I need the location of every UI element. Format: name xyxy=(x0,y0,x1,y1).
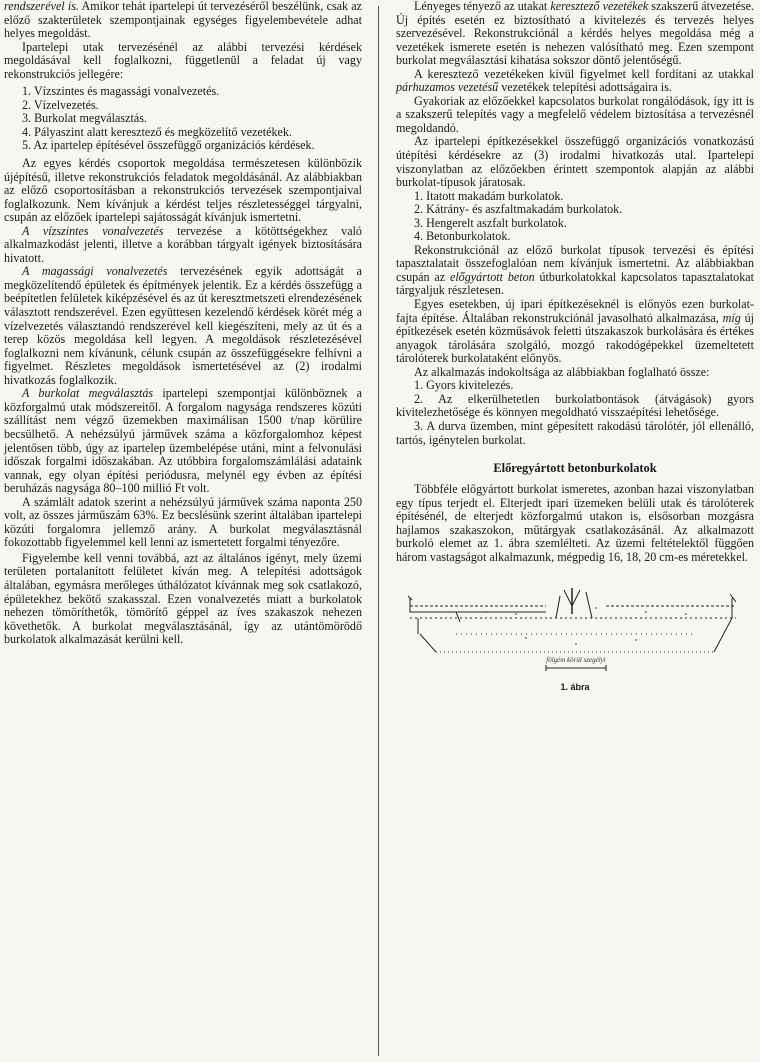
italic-text: keresztező vezetékek xyxy=(550,0,649,13)
paragraph xyxy=(396,0,754,68)
list-item: 2. Kátrány- és aszfaltmakadám burkolatok. xyxy=(414,202,623,217)
italic-text: rendszerével is. xyxy=(4,0,79,13)
list-pavement-types xyxy=(396,190,754,244)
figure-1 xyxy=(396,578,754,696)
text: Lényeges tényező az utakat xyxy=(414,0,551,13)
right-column xyxy=(396,0,754,696)
text: vezetékek telepítési adottságaira is. xyxy=(498,80,672,95)
figure-caption: 1. ábra xyxy=(560,682,590,693)
italic-text: előgyártott beton xyxy=(449,269,535,284)
paragraph xyxy=(396,244,754,298)
list-item: 3. Hengerelt aszfalt burkolatok. xyxy=(414,215,567,230)
figure-bottom-label: fölgém körül szegélyi xyxy=(546,656,606,665)
paragraph xyxy=(4,387,362,495)
list-item: 3. Burkolat megválasztás. xyxy=(22,111,147,126)
list-justification xyxy=(396,379,754,447)
left-column xyxy=(4,0,362,647)
text: tervezésének egyik adottságát a megközelítendő épületek és építmények jelentik. Ez a kérdés összefügg a beépítetlen felületek kiképzésével és az út keresztmetszeti elrendezésének választott rendszerével. Ezen együttesen kezelendő kérdések körét még a vízelvezetés választandó rendszerével kell kiegészíteni, mely az út és a terep közös megoldása kell legyen. A megoldások részletezésével foglalkozni nem kívánunk, célunk csupán az összefüggésekre felhívni a figyelmet. Részletes megoldások ismertetésével az (2) irodalmi hivatkozás foglalkozik. xyxy=(4,264,362,387)
text: Rekonstrukciónál az előző burkolat típusok tervezési és építési tapasztalatait összefoglalóan nem kívánjuk ismertetni. Az alábbiakban csupán az xyxy=(396,242,754,284)
list-item: 1. Gyors kivitelezés. xyxy=(414,378,514,393)
paragraph: A számlált adatok szerint a nehézsúlyú járművek száma naponta 250 volt, az összes járműszám 63%. Ez becslésünk szerint általában ipartelepi közúti forgalomra jellemző arány. A burkolat megválasztásnál fokozottabb figyelemmel kell lenni az ismertetett forgalmi tényezőre. xyxy=(4,494,362,550)
list-item: 4. Betonburkolatok. xyxy=(414,229,511,244)
italic-text: A burkolat megválasztás xyxy=(22,386,154,401)
paragraph xyxy=(4,0,362,41)
figure-drawing xyxy=(396,578,754,682)
paragraph xyxy=(4,225,362,266)
paragraph: Figyelembe kell venni továbbá, azt az általános igényt, mely üzemi területen portalanított felületet kíván meg. A telepítési adottságok általában, egymásra merőleges úthálózatot kívánnak meg sok csatlakozó, épületekhez bekötő szakasszal. Ezen vonalvezetés miatt a burkolatok nehezen tömöríthetők, tömörítő géppel az íves szakaszok nehezen követhetők. A burkolat megválasztásánál, így az utántömörödő burkolatok alkalmazását kerülni kell. xyxy=(4,550,362,647)
text: útburkolatokkal kapcsolatos tapasztalatokat tárgyaljuk részletesen. xyxy=(396,269,754,298)
paragraph xyxy=(4,265,362,387)
list-item: 3. A durva üzemben, mint gépesített rakodású tárolótér, jól ellenálló, tartós, igénytelen burkolat. xyxy=(396,418,754,447)
italic-text: A vízszintes vonalvezetés xyxy=(22,223,164,238)
italic-text: párhuzamos vezetésű xyxy=(396,80,499,95)
paragraph: Többféle előgyártott burkolat ismeretes, azonban hazai viszonylatban egy típus terjedt el. Elterjedt ipari üzemeken belüli utak és tárolóterek építésénél, de elterjedt közforgalmú utakon is, elsősorban mozgásra hajlamos szakaszokon, műtárgyak csatlakozásánál. Az alkalmazott burkoló elemet az 1. ábra szemlélteti. Az üzemi feltételektől függően három vastagságot alkalmazunk, mégpedig 16, 18, 20 cm-es méretekkel. xyxy=(396,482,754,564)
list-item: 4. Pályaszint alatt keresztező és megközelítő vezetékek. xyxy=(22,124,292,139)
text: tervezése a kötöttségekhez való alkalmazkodást jelenti, illetve a korábban tárgyalt igények biztosítására hivatott. xyxy=(4,223,362,265)
section-heading: Előregyártott betonburkolatok xyxy=(493,461,657,476)
text: Amikor tehát ipartelepi út tervezéséről beszélünk, csak az előző szakterületek szempontjainak egységes figyelembevétele adhat helyes megoldást. xyxy=(4,0,362,41)
paragraph xyxy=(396,298,754,366)
paragraph: Gyakoriak az előzőekkel kapcsolatos burkolat rongálódások, így itt is a szakszerű telepítés vagy a megfelelő védelem biztosítása a tervezésnél megoldandó. xyxy=(396,93,754,135)
list-issues xyxy=(4,85,362,153)
paragraph: Az egyes kérdés csoportok megoldása természetesen különbözik újépítésű, illetve rekonstrukciós feladatok megoldásánál. Az alábbiakban az előző csoportosításban a rekonstrukciós tervezések szempontjaival foglalkozunk. Nem kívánjuk a kérdést teljes részletességgel tárgyalni, csupán az előzőek ipartelepi sajátosságát kívánjuk ismertetni. xyxy=(4,156,362,225)
italic-text: A magassági vonalvezetés xyxy=(22,264,168,279)
text: A keresztező vezetékeken kívül figyelmet kell fordítani az utakkal xyxy=(414,66,754,81)
paragraph xyxy=(396,68,754,95)
paragraph: Ipartelepi utak tervezésénél az alábbi tervezési kérdések megoldásával kell foglalkozni, függetlenül a feladat új vagy rekonstrukciós jellegére: xyxy=(4,39,362,81)
list-item: 2. Vízelvezetés. xyxy=(22,97,99,112)
list-item: 1. Vízszintes és magassági vonalvezetés. xyxy=(22,84,220,99)
italic-text: míg xyxy=(722,310,741,325)
list-item: 5. Az ipartelep építésével összefüggő organizációs kérdések. xyxy=(22,138,315,153)
paragraph: Az ipartelepi építkezésekkel összefüggő organizációs vonatkozású útépítési kérdésekre az (3) irodalmi hivatkozás utal. Ipartelepi viszonylatban az előzőekben érintett szempontok alapján az alábbi burkolat-típusok járatosak. xyxy=(396,134,754,190)
text: új építkezések esetén közműsávok feletti útszakaszok burkolására és értékes anyagok tárolására szolgáló, mozgó rakodógépekkel üzemeltetett tárolóterek burkolataként előnyös. xyxy=(396,310,754,366)
text: ipartelepi szempontjai különböznek a közforgalmú utak módszereitől. A forgalom nagysága rendszeres közúti szállítást nem végző üzemekben maximálisan 1500 t/nap körülire becsülhető. A nehézsúlyú járművek száma a közforgalomhoz képest jelentősen több, úgy az ipartelep üzembelépése utáni, mint a felvonulási időszak forgalmi időszakában. Az utóbbira forgalomszámlálási adataink vannak, egy olyan építési periódusra, melynél egy évben az építési beruházás nagysága 80–100 millió Ft volt. xyxy=(4,386,362,496)
list-item: 2. Az elkerülhetetlen burkolatbontások (átvágások) gyors kivitelezhetősége és könnyen megoldható visszaépítési lehetősége. xyxy=(396,391,754,420)
paragraph: Az alkalmazás indokoltsága az alábbiakban foglalható össze: xyxy=(414,364,710,379)
list-item: 1. Itatott makadám burkolatok. xyxy=(414,188,564,203)
text: Egyes esetekben, új ipari építkezéseknél is előnyös ezen burkolat-fajta építése. Általában rekonstrukciónál javasolható alkalmazása, xyxy=(396,297,754,325)
column-divider xyxy=(378,6,379,1056)
text: szakszerű átvezetése. Új építés esetén ez biztosítható a kivitelezés és tervezés helyes szervezésével. Rekonstrukciónál a kérdés helyes megoldása még a vezetékek ismerete esetén is nehezen valósítható meg. Ezen szempont burkolat megválasztási kihatása sokszor döntő jelentőségű. xyxy=(396,0,755,68)
